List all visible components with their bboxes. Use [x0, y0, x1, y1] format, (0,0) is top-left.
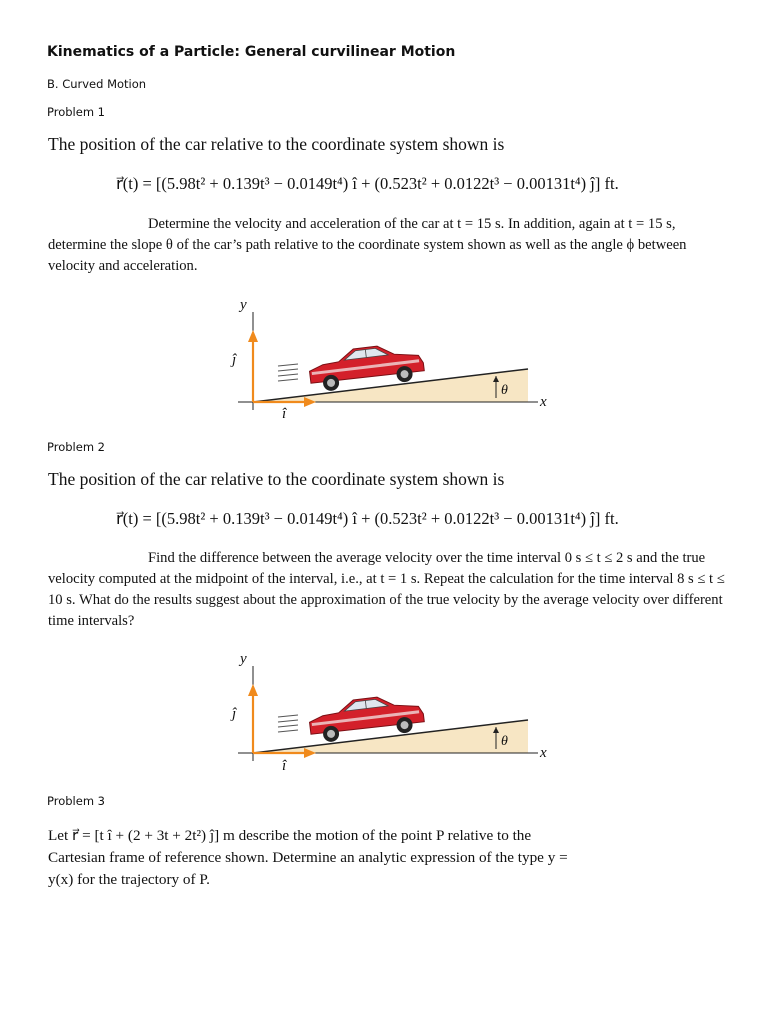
problem-2-text [48, 548, 728, 632]
document-title: Kinematics of a Particle: General curvilinear Motion [47, 44, 456, 60]
j-arrow-head [248, 330, 258, 342]
speed-lines [278, 364, 298, 381]
y-axis-label: y [240, 651, 247, 667]
car-ramp-figure-1 [228, 292, 558, 422]
j-unit-label: ĵ [232, 352, 237, 368]
theta-label: θ [501, 383, 508, 398]
problem-3-text: Let r⃗ = [t î + (2 + 3t + 2t²) ĵ] m describe the motion of the point P relative to the Cartesian frame of reference shown. Determine an analytic expression of the type y = y(x) for the trajectory of P. [48, 827, 568, 888]
problem-1-equation: r⃗(t) = [(5.98t² + 0.139t³ − 0.0149t⁴) î + (0.523t² + 0.0122t³ − 0.00131t⁴) ĵ] ft. [116, 174, 619, 193]
speed-lines [278, 715, 298, 732]
problem-1-intro: The position of the car relative to the coordinate system shown is [48, 134, 505, 154]
y-axis-label: y [240, 297, 247, 313]
j-arrow-head [248, 684, 258, 696]
section-label: B. Curved Motion [47, 77, 147, 91]
problem-1-label: Problem 1 [47, 105, 105, 119]
x-axis-label: x [540, 745, 547, 761]
theta-label: θ [501, 734, 508, 749]
car-ramp-figure-2 [228, 646, 558, 776]
problem-2-text-body: Find the difference between the average velocity over the time interval 0 s ≤ t ≤ 2 s and the true velocity computed at the midpoint of the interval, i.e., at t = 1 s. Repeat the calculation for the time interval 8 s ≤ t ≤ 10 s. What do the results suggest about the approximation of the true velocity by the average velocity over different time intervals? [48, 550, 725, 629]
problem-2-label: Problem 2 [47, 440, 105, 454]
i-unit-label: î [282, 406, 287, 422]
problem-1-text-body: Determine the velocity and acceleration of the car at t = 15 s. In addition, again at t = 15 s, determine the slope θ of the car’s path relative to the coordinate system shown as well as the angle ϕ between velocity and acceleration. [48, 216, 687, 274]
problem-1-text [48, 214, 728, 277]
i-unit-label: î [282, 758, 287, 774]
problem-2-equation: r⃗(t) = [(5.98t² + 0.139t³ − 0.0149t⁴) î + (0.523t² + 0.0122t³ − 0.00131t⁴) ĵ] ft. [116, 509, 619, 528]
problem-2-intro: The position of the car relative to the coordinate system shown is [48, 469, 505, 489]
x-axis-label: x [540, 394, 547, 410]
j-unit-label: ĵ [232, 706, 237, 722]
problem-3-label: Problem 3 [47, 794, 105, 808]
